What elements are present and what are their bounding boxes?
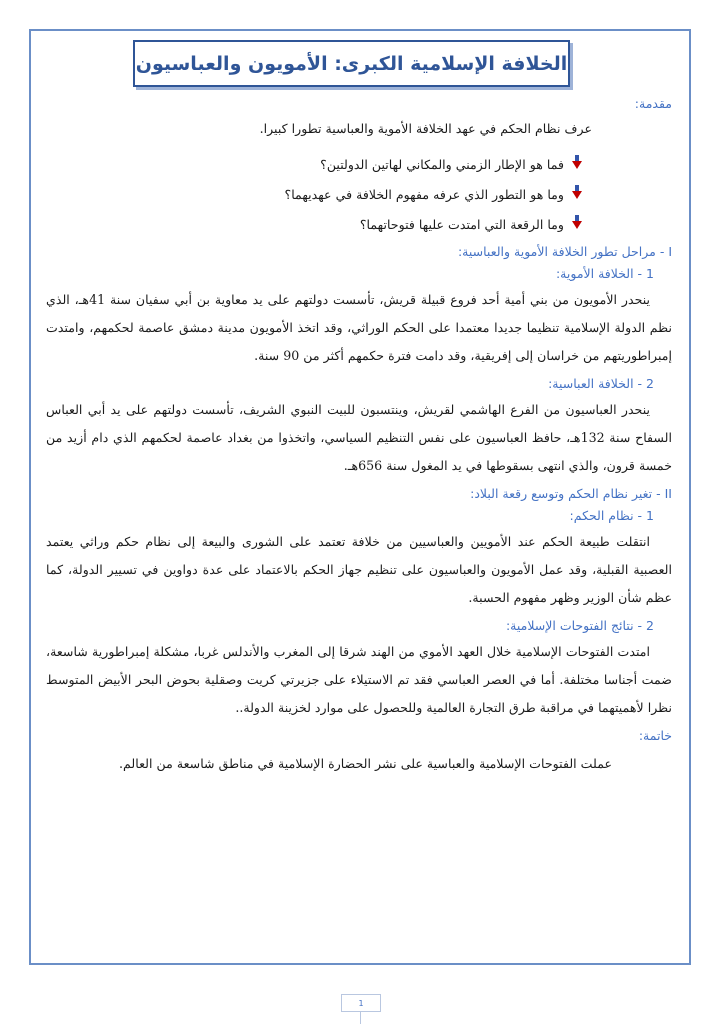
conclusion-heading: خاتمة:: [638, 728, 672, 743]
arrow-bullet-icon: [572, 161, 582, 169]
section-1-2-text: ينحدر العباسيون من الفرع الهاشمي لقريش، وينتسبون للبيت النبوي الشريف، تأسست دولتهم على يد أبي العباس السفاح سنة 132هـ، حافظ العباسيون على نفس التنظيم السياسي، واتخذوا من بغداد عاصمة لحكمهم الذي دام أزيد من خمسة قرون، والذي انتهى بسقوطها في يد المغول سنة 656هـ.: [46, 402, 672, 473]
question-text: فما هو الإطار الزمني والمكاني لهاتين الدولتين؟: [320, 157, 564, 172]
list-item: [46, 180, 582, 210]
page-title: الخلافة الإسلامية الكبرى: الأمويون والعباسيون: [135, 52, 568, 75]
arrow-bullet-icon: [572, 191, 582, 199]
question-list: [46, 150, 672, 240]
page-number: 1: [341, 994, 381, 1012]
section-2-1-heading: 1 - نظام الحكم:: [569, 508, 654, 523]
intro-text: عرف نظام الحكم في عهد الخلافة الأموية والعباسية تطورا كبيرا.: [259, 121, 592, 136]
section-1-1-heading: 1 - الخلافة الأموية:: [555, 266, 654, 281]
section-2-2-text: امتدت الفتوحات الإسلامية خلال العهد الأموي من الهند شرقا إلى المغرب والأندلس غربا، مشكلة إمبراطورية شاسعة، ضمت أجناسا مختلفة. أما في العصر العباسي فقد تم الاستيلاء على جزيرتي كريت وصقلية بحوض البحر الأبيض المتوسط نظرا لأهميتهما في مراقبة طرق التجارة العالمية وللحصول على موارد لخزينة الدولة..: [46, 644, 672, 715]
title-box: [133, 40, 570, 87]
section-2-1-text: انتقلت طبيعة الحكم عند الأمويين والعباسيين من خلافة تعتمد على الشورى والبيعة إلى نظام حكم وراثي يعتمد العصبية القبلية، وقد عمل الأمويون والعباسيون على تنظيم جهاز الحكم بالاعتماد على عدة دواوين في تسيير الدولة، كما عظم شأن الوزير وظهر مفهوم الحسبة.: [46, 534, 672, 605]
section-2-heading: II - تغير نظام الحكم وتوسع رقعة البلاد:: [470, 486, 672, 501]
page-number-connector: [360, 1012, 361, 1024]
section-1-2-heading: 2 - الخلافة العباسية:: [548, 376, 654, 391]
section-1-1-text: ينحدر الأمويون من بني أمية أحد فروع قبيلة قريش، تأسست دولتهم على يد معاوية بن أبي سفيان سنة 41هـ، الذي نظم الدولة الإسلامية تنظيما جديدا معتمدا على الحكم الوراثي، وقد اتخذ الأمويون مدينة دمشق عاصمة لحكمهم، وامتدت إمبراطوريتهم من خراسان إلى إفريقية، وقد دامت فترة حكمهم أكثر من 90 سنة.: [46, 292, 672, 363]
arrow-bullet-icon: [572, 221, 582, 229]
section-2-2-heading: 2 - نتائج الفتوحات الإسلامية:: [505, 618, 654, 633]
question-text: وما الرقعة التي امتدت عليها فتوحاتهما؟: [359, 217, 564, 232]
list-item: [46, 210, 582, 240]
intro-heading: مقدمة:: [634, 96, 672, 111]
section-1-heading: I - مراحل تطور الخلافة الأموية والعباسية:: [457, 244, 672, 259]
conclusion-text: عملت الفتوحات الإسلامية والعباسية على نشر الحضارة الإسلامية في مناطق شاسعة من العالم.: [119, 756, 612, 771]
document-body: [46, 92, 672, 778]
question-text: وما هو التطور الذي عرفه مفهوم الخلافة في عهديهما؟: [284, 187, 564, 202]
list-item: [46, 150, 582, 180]
